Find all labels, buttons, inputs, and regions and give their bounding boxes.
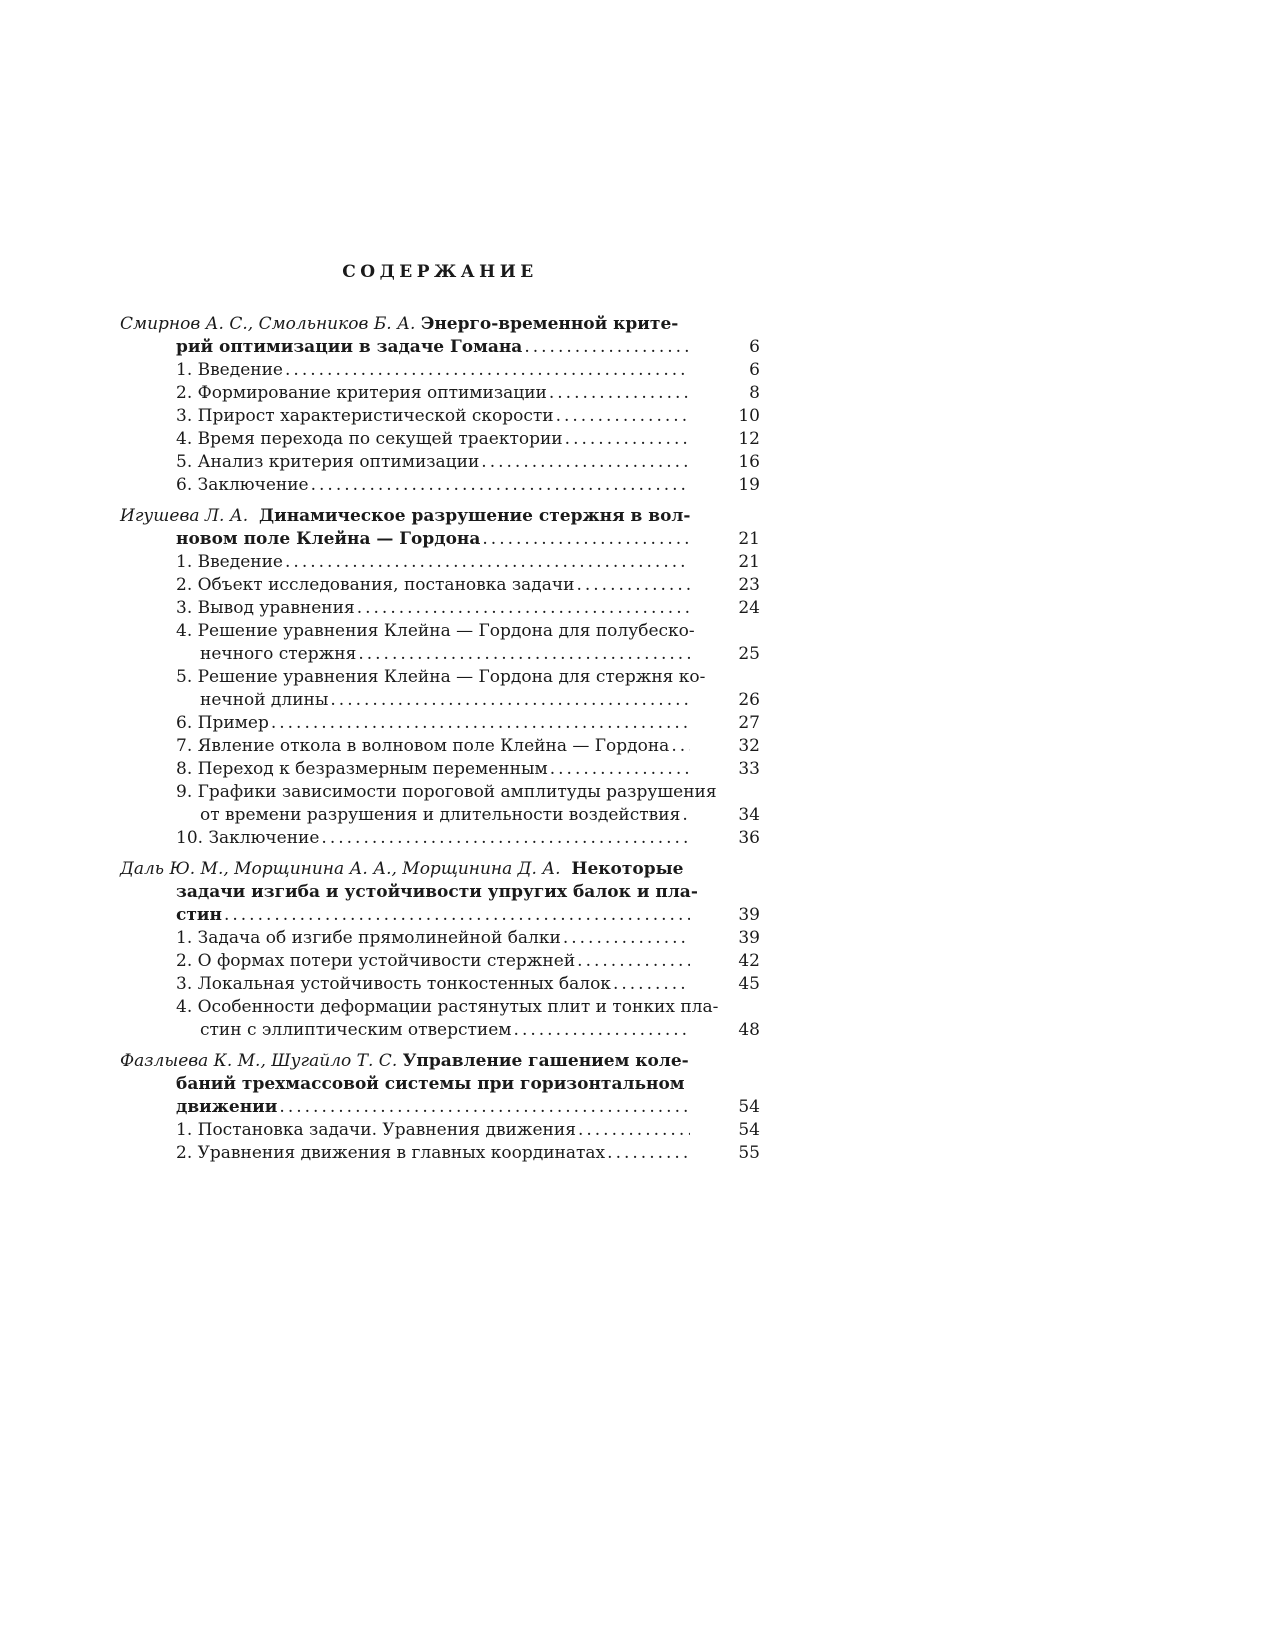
toc-section[interactable] [120, 950, 760, 973]
dot-leader [611, 973, 690, 996]
article-title: Управление гашением коле- [402, 1051, 689, 1071]
table-of-contents [120, 313, 760, 1173]
toc-article [120, 1050, 760, 1165]
page-number: 25 [738, 644, 760, 664]
section-label: 2. Объект исследования, постановка задачи [176, 575, 575, 595]
page-title: СОДЕРЖАНИЕ [342, 262, 538, 282]
toc-section[interactable] [120, 1142, 760, 1165]
section-label: 4. Решение уравнения Клейна — Гордона для полубеско- [176, 621, 695, 641]
dot-leader [319, 827, 690, 850]
article-title: Динамическое разрушение стержня в вол- [258, 506, 691, 526]
article-title-line: движении [176, 1097, 278, 1117]
dot-leader [277, 1096, 690, 1119]
dot-leader [309, 474, 690, 497]
section-label: 6. Заключение [176, 475, 309, 495]
section-label: стин с эллиптическим отверстием [200, 1020, 512, 1040]
section-label: 1. Постановка задачи. Уравнения движения [176, 1120, 576, 1140]
dot-leader [561, 927, 690, 950]
page-number: 34 [738, 805, 760, 825]
section-label: 8. Переход к безразмерным переменным [176, 759, 548, 779]
section-label: 1. Введение [176, 552, 283, 572]
article-heading-line [120, 505, 760, 528]
toc-section-first-line[interactable] [120, 620, 760, 643]
dot-leader [480, 528, 690, 551]
article-heading-line [120, 858, 760, 881]
article-heading-line [120, 313, 760, 336]
article-title-line: баний трехмассовой системы при горизонтальном [176, 1074, 685, 1094]
dot-leader [574, 574, 690, 597]
toc-section-continuation[interactable] [120, 804, 760, 827]
dot-leader [356, 643, 690, 666]
article-title-continuation [120, 1073, 760, 1096]
page-number[interactable]: 21 [738, 529, 760, 549]
toc-section-continuation[interactable] [120, 689, 760, 712]
page-number: 8 [749, 383, 760, 403]
page-number: 45 [738, 974, 760, 994]
page-number: 6 [749, 360, 760, 380]
toc-section[interactable] [120, 574, 760, 597]
page-number: 39 [738, 928, 760, 948]
page-number: 27 [738, 713, 760, 733]
article-authors: Даль Ю. М., Морщинина А. А., Морщинина Д. А. [120, 859, 561, 879]
page-number: 21 [738, 552, 760, 572]
page-number: 48 [738, 1020, 760, 1040]
article-title: Энерго-временной крите- [420, 314, 679, 334]
toc-section[interactable] [120, 428, 760, 451]
toc-section[interactable] [120, 551, 760, 574]
article-heading-line [120, 1050, 760, 1073]
page-number[interactable]: 39 [738, 905, 760, 925]
article-title-continuation [120, 1096, 760, 1119]
toc-article [120, 858, 760, 1042]
article-title-continuation [120, 881, 760, 904]
page-number: 10 [738, 406, 760, 426]
toc-article [120, 313, 760, 497]
section-label: 2. Уравнения движения в главных координатах [176, 1143, 606, 1163]
article-title-continuation [120, 336, 760, 359]
dot-leader [554, 405, 690, 428]
toc-section[interactable] [120, 927, 760, 950]
dot-leader [283, 551, 690, 574]
dot-leader [222, 904, 690, 927]
page-number: 32 [738, 736, 760, 756]
article-title-line: новом поле Клейна — Гордона [176, 529, 481, 549]
toc-section[interactable] [120, 735, 760, 758]
toc-article [120, 505, 760, 850]
section-label: 4. Особенности деформации растянутых плит и тонких пла- [176, 997, 719, 1017]
dot-leader [283, 359, 690, 382]
toc-section[interactable] [120, 827, 760, 850]
article-title-line: стин [176, 905, 222, 925]
page-number: 16 [738, 452, 760, 472]
section-label: 5. Анализ критерия оптимизации [176, 452, 480, 472]
page-number: 42 [738, 951, 760, 971]
dot-leader [269, 712, 690, 735]
toc-section[interactable] [120, 1119, 760, 1142]
section-label: 1. Введение [176, 360, 283, 380]
dot-leader [547, 382, 690, 405]
article-title-continuation [120, 528, 760, 551]
section-label: 9. Графики зависимости пороговой амплитуды разрушения [176, 782, 717, 802]
section-label: 10. Заключение [176, 828, 320, 848]
page-number: 12 [738, 429, 760, 449]
dot-leader [563, 428, 690, 451]
dot-leader [548, 758, 690, 781]
section-label: 3. Прирост характеристической скорости [176, 406, 554, 426]
dot-leader [680, 804, 690, 827]
dot-leader [575, 950, 690, 973]
toc-section[interactable] [120, 474, 760, 497]
section-label: 3. Локальная устойчивость тонкостенных балок [176, 974, 611, 994]
article-authors: Смирнов А. С., Смольников Б. А. [120, 314, 416, 334]
toc-section[interactable] [120, 359, 760, 382]
page-number: 55 [738, 1143, 760, 1163]
page-number: 36 [738, 828, 760, 848]
section-label: от времени разрушения и длительности воздействия [200, 805, 681, 825]
section-label: 2. О формах потери устойчивости стержней [176, 951, 576, 971]
article-title-line: задачи изгиба и устойчивости упругих балок и пла- [176, 882, 698, 902]
page-number: 26 [738, 690, 760, 710]
dot-leader [522, 336, 690, 359]
article-authors: Игушева Л. А. [120, 506, 249, 526]
section-label: нечного стержня [200, 644, 357, 664]
page-number: 24 [738, 598, 760, 618]
toc-section-continuation[interactable] [120, 643, 760, 666]
dot-leader [669, 735, 690, 758]
toc-section-first-line[interactable] [120, 781, 760, 804]
dot-leader [355, 597, 690, 620]
page-number: 54 [738, 1120, 760, 1140]
section-label: 1. Задача об изгибе прямолинейной балки [176, 928, 561, 948]
toc-section[interactable] [120, 712, 760, 735]
dot-leader [576, 1119, 690, 1142]
dot-leader [512, 1019, 690, 1042]
page-number[interactable]: 6 [749, 337, 760, 357]
article-title-line: рий оптимизации в задаче Гомана [176, 337, 523, 357]
toc-section[interactable] [120, 451, 760, 474]
dot-leader [479, 451, 690, 474]
article-title: Некоторые [571, 859, 684, 879]
toc-section-first-line[interactable] [120, 666, 760, 689]
toc-section-first-line[interactable] [120, 996, 760, 1019]
page-number: 23 [738, 575, 760, 595]
toc-section[interactable] [120, 597, 760, 620]
section-label: 6. Пример [176, 713, 269, 733]
page-number: 33 [738, 759, 760, 779]
section-label: 5. Решение уравнения Клейна — Гордона для стержня ко- [176, 667, 706, 687]
toc-section[interactable] [120, 382, 760, 405]
toc-section[interactable] [120, 758, 760, 781]
page-number[interactable]: 54 [738, 1097, 760, 1117]
toc-section[interactable] [120, 973, 760, 996]
article-authors: Фазлыева К. М., Шугайло Т. С. [120, 1051, 398, 1071]
section-label: 7. Явление откола в волновом поле Клейна — Гордона [176, 736, 670, 756]
page-number: 19 [738, 475, 760, 495]
section-label: 2. Формирование критерия оптимизации [176, 383, 547, 403]
dot-leader [328, 689, 690, 712]
toc-section[interactable] [120, 405, 760, 428]
section-label: нечной длины [200, 690, 329, 710]
dot-leader [605, 1142, 690, 1165]
article-title-continuation [120, 904, 760, 927]
toc-section-continuation[interactable] [120, 1019, 760, 1042]
section-label: 4. Время перехода по секущей траектории [176, 429, 563, 449]
section-label: 3. Вывод уравнения [176, 598, 355, 618]
